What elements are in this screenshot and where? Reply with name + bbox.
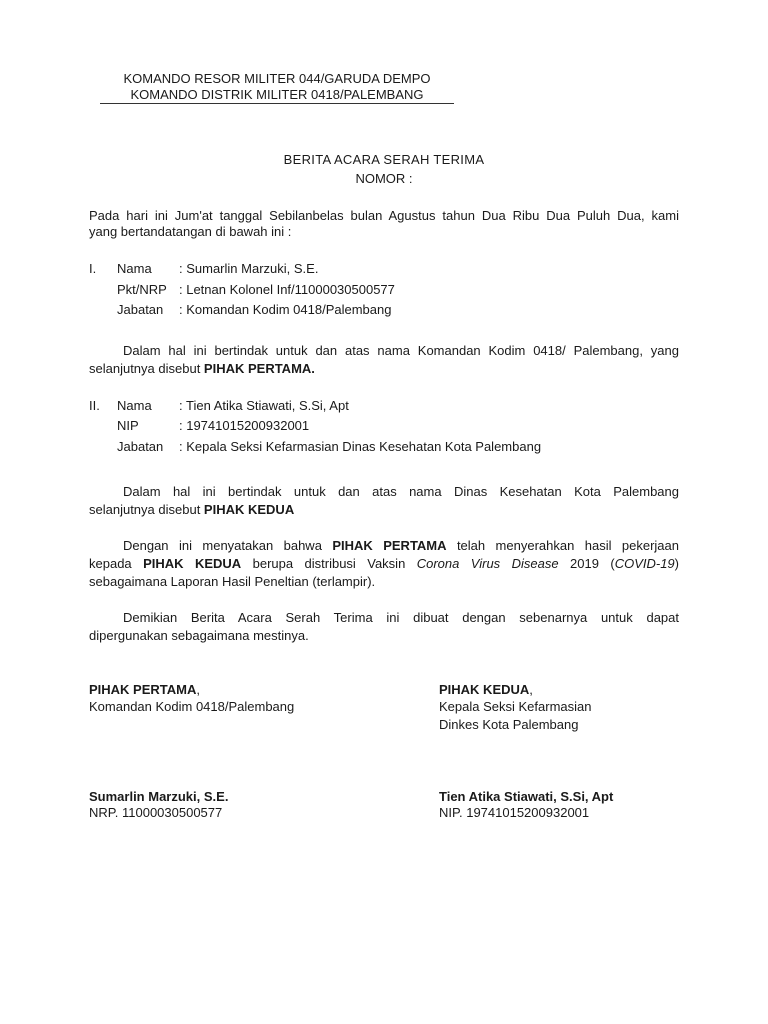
signature-left-id: NRP. 11000030500577 xyxy=(89,805,223,820)
party1-label-rank: Pkt/NRP xyxy=(117,282,167,297)
party1-paragraph-line-1: Dalam hal ini bertindak untuk dan atas nama Komandan Kodim 0418/ Palembang, yang xyxy=(123,343,679,358)
party2-row-position xyxy=(89,439,689,455)
party2-paragraph-line-1: Dalam hal ini bertindak untuk dan atas nama Dinas Kesehatan Kota Palembang xyxy=(123,484,679,499)
closing-line-1: Demikian Berita Acara Serah Terima ini dibuat dengan sebenarnya untuk dapat xyxy=(123,610,679,625)
signature-right-heading-line xyxy=(439,682,533,697)
signature-left-heading-line xyxy=(89,682,200,697)
statement-line-2 xyxy=(89,556,679,571)
party2-paragraph-text: selanjutnya disebut xyxy=(89,502,204,517)
signature-right-id: NIP. 19741015200932001 xyxy=(439,805,590,820)
party1-row-rank xyxy=(89,282,689,298)
party2-numeral: II. xyxy=(89,398,100,413)
signature-right-name: Tien Atika Stiawati, S.Si, Apt xyxy=(439,789,614,804)
statement-text-2g: ) xyxy=(674,556,679,571)
party2-label-nip: NIP xyxy=(117,418,139,433)
party2-designation: PIHAK KEDUA xyxy=(203,502,295,517)
statement-text-2a: kepada xyxy=(89,556,144,571)
signature-right-role-2: Dinkes Kota Palembang xyxy=(439,717,579,732)
party1-row-position xyxy=(89,302,689,318)
statement-text-1a: Dengan ini menyatakan bahwa xyxy=(123,538,333,553)
party1-paragraph-text: selanjutnya disebut xyxy=(89,361,204,376)
party2-row-nip xyxy=(89,418,689,434)
statement-italic-covid: COVID-19 xyxy=(614,556,675,571)
party1-value-rank: : Letnan Kolonel Inf/11000030500577 xyxy=(179,282,395,297)
signature-left-role: Komandan Kodim 0418/Palembang xyxy=(89,699,295,714)
intro-line-1: Pada hari ini Jum'at tanggal Sebilanbelas bulan Agustus tahun Dua Ribu Dua Puluh Dua, kami xyxy=(89,208,679,223)
party2-paragraph-line-2 xyxy=(89,502,294,517)
letterhead-line-2: KOMANDO DISTRIK MILITER 0418/PALEMBANG xyxy=(130,87,424,102)
party1-value-position: : Komandan Kodim 0418/Palembang xyxy=(179,302,392,317)
party1-row-name xyxy=(89,261,689,277)
party1-label-position: Jabatan xyxy=(117,302,164,317)
signature-left-comma: , xyxy=(196,682,200,697)
signature-right-heading: PIHAK KEDUA xyxy=(439,682,530,697)
party2-value-nip: : 19741015200932001 xyxy=(179,418,310,433)
party1-designation: PIHAK PERTAMA. xyxy=(203,361,315,376)
signature-right-role-1: Kepala Seksi Kefarmasian xyxy=(439,699,592,714)
statement-line-1 xyxy=(123,538,679,553)
statement-italic-disease: Corona Virus Disease xyxy=(416,556,559,571)
statement-bold-party1: PIHAK PERTAMA xyxy=(332,538,447,553)
document-title: BERITA ACARA SERAH TERIMA xyxy=(283,152,485,167)
document-number: NOMOR : xyxy=(355,171,413,186)
statement-text-1c: telah menyerahkan hasil pekerjaan xyxy=(446,538,679,553)
party1-numeral: I. xyxy=(89,261,97,276)
intro-line-2: yang bertandatangan di bawah ini : xyxy=(89,224,292,239)
party2-value-position: : Kepala Seksi Kefarmasian Dinas Kesehatan Kota Palembang xyxy=(179,439,542,454)
signature-right-comma: , xyxy=(529,682,533,697)
statement-text-2c: berupa distribusi Vaksin xyxy=(241,556,417,571)
closing-line-2: dipergunakan sebagaimana mestinya. xyxy=(89,628,309,643)
party2-value-name: : Tien Atika Stiawati, S.Si, Apt xyxy=(179,398,349,413)
party1-paragraph-line-2 xyxy=(89,361,315,376)
statement-line-3: sebagaimana Laporan Hasil Peneltian (terlampir). xyxy=(89,574,376,589)
letterhead-underline xyxy=(100,103,454,104)
letterhead-line-1: KOMANDO RESOR MILITER 044/GARUDA DEMPO xyxy=(123,71,431,86)
statement-bold-party2: PIHAK KEDUA xyxy=(143,556,242,571)
party2-row-name xyxy=(89,398,689,414)
signature-left-name: Sumarlin Marzuki, S.E. xyxy=(89,789,229,804)
party2-label-name: Nama xyxy=(117,398,152,413)
signature-left-heading: PIHAK PERTAMA xyxy=(89,682,197,697)
party2-label-position: Jabatan xyxy=(117,439,164,454)
statement-text-2e: 2019 ( xyxy=(558,556,615,571)
party1-value-name: : Sumarlin Marzuki, S.E. xyxy=(179,261,319,276)
party1-label-name: Nama xyxy=(117,261,152,276)
